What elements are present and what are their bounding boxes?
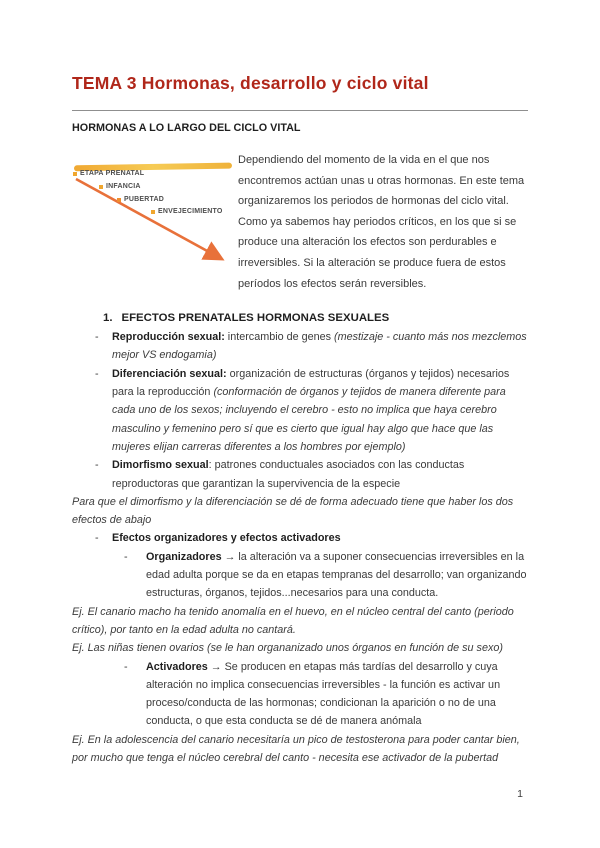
item-italic-note: (conformación de órganos y tejidos de manera diferente para cada uno de los sexos; incluyendo el cerebro - esto no implica que haya cerebro masculino y femenino pero sí que es cierto que igual hay algo que hace que las mujeres elijan carreras diferentes a los hombres por ejemplo)	[112, 386, 506, 453]
list-item-reproduccion-sexual	[72, 328, 528, 365]
item-italic-note: (mestizaje - cuanto más nos mezclemos mejor VS endogamia)	[112, 331, 527, 362]
dash-bullet: -	[95, 532, 99, 545]
item-text: → la alteración va a suponer consecuencias irreversibles en la edad adulta porque se da en etapas tempranas del desarrollo; van organizando estructuras, órganos, tejidos...necesarios para una conducta.	[146, 550, 527, 600]
example-adolescencia-canario: Ej. En la adolescencia del canario necesitaría un pico de testosterona para poder cantar bien, por mucho que tenga el núcleo cerebral del canto - necesita ese activador de la pubertad	[72, 733, 520, 764]
diagram-label-infancia	[99, 183, 141, 190]
item-text: intercambio de genes	[224, 331, 335, 344]
intro-section	[72, 150, 528, 294]
page-number: 1	[517, 788, 523, 800]
item-label: Reproducción sexual:	[112, 331, 225, 344]
dash-bullet: -	[95, 367, 99, 380]
diagram-label-envejecimiento	[151, 208, 223, 215]
heading-number: 1.	[103, 312, 113, 325]
dash-bullet: -	[95, 459, 99, 472]
diagram-label-text: PUBERTAD	[124, 196, 164, 203]
section-heading: HORMONAS A LO LARGO DEL CICLO VITAL	[72, 122, 301, 134]
sublist-item-organizadores	[72, 548, 528, 603]
dash-bullet: -	[95, 331, 99, 344]
dash-bullet: -	[124, 660, 128, 673]
bullet-icon	[117, 198, 121, 202]
item-label: Efectos organizadores y efectos activadores	[112, 532, 341, 545]
bullet-icon	[151, 210, 155, 214]
sublist-item-activadores	[72, 658, 528, 731]
item-text: : patrones conductuales asociados con las conductas reproductoras que garantizan la supervivencia de la especie	[112, 459, 465, 490]
intro-paragraph-2: Como ya sabemos hay periodos críticos, en los que si se produce una alteración los efectos son perdurables e irreversibles. Si la alteración se produce fuera de estos períodos los efectos serán reversibles.	[238, 215, 517, 290]
bullet-icon	[73, 172, 77, 176]
dash-bullet: -	[124, 550, 128, 563]
intro-paragraph-1: Dependiendo del momento de la vida en el que nos encontremos actúan unas u otras hormonas. En este tema organizaremos los periodos de hormonas del ciclo vital.	[238, 154, 525, 208]
list-item-dimorfismo-sexual	[72, 456, 528, 493]
item-text: → Se producen en etapas más tardías del desarrollo y cuya alteración no implica consecuencias irreversibles - la función es activar un proceso/conducta de las hormonas; condicionan la aparición o no de una conducta, o que esta conducta se dé de manera anómala	[146, 660, 501, 728]
diagram-label-text: INFANCIA	[106, 183, 141, 190]
italic-note-dimorfismo: Para que el dimorfismo y la diferenciación se dé de forma adecuado tiene que haber los dos efectos de abajo	[72, 495, 514, 527]
item-label: Dimorfismo sexual	[112, 459, 209, 472]
diagram-label-text: ENVEJECIMIENTO	[158, 208, 223, 215]
list-item-diferenciacion-sexual	[72, 365, 528, 456]
bullet-icon	[99, 185, 103, 189]
diagram-label-text: ETAPA PRENATAL	[80, 170, 145, 177]
title-divider	[72, 110, 528, 111]
declining-arrow	[76, 179, 220, 258]
diagram-label-etapa-prenatal	[73, 170, 144, 177]
item-label: Diferenciación sexual:	[112, 367, 227, 380]
list-item-efectos-organizadores-activadores	[72, 529, 528, 547]
page-title: TEMA 3 Hormonas, desarrollo y ciclo vital	[72, 73, 429, 93]
example-canario-macho: Ej. El canario macho ha tenido anomalía en el huevo, en el núcleo central del canto (periodo crítico), por tanto en la edad adulta no cantará.	[72, 605, 514, 636]
item-text: organización de estructuras (órganos y tejidos) necesarios para la reproducción	[112, 367, 510, 399]
lifecycle-timeline-diagram	[72, 158, 234, 284]
example-ninas-ovarios: Ej. Las niñas tienen ovarios (se le han organanizado unos órganos en función de su sexo)	[72, 642, 503, 655]
item-label: Organizadores	[146, 550, 222, 563]
heading-text: EFECTOS PRENATALES HORMONAS SEXUALES	[121, 312, 390, 325]
diagram-label-pubertad	[117, 196, 164, 203]
numbered-heading	[103, 309, 528, 327]
item-label: Activadores	[146, 660, 208, 673]
